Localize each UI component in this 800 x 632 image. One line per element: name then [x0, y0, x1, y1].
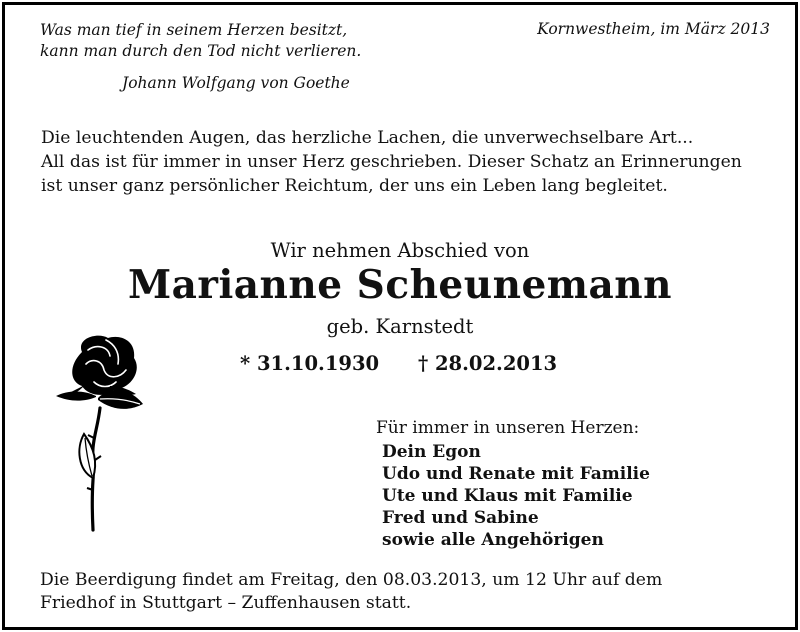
- mourners-list: [382, 441, 650, 551]
- quote-line-1: Was man tief in seinem Herzen besitzt,: [40, 21, 348, 39]
- memory-line-2: All das ist für immer in unser Herz geschrieben. Dieser Schatz an Erinnerungen: [41, 152, 742, 172]
- funeral-line-1: Die Beerdigung findet am Freitag, den 08.03.2013, um 12 Uhr auf dem: [40, 570, 663, 590]
- birth-name: geb. Karnstedt: [326, 315, 474, 338]
- goethe-quote: [40, 20, 361, 62]
- place-and-date: Kornwestheim, im März 2013: [537, 20, 770, 38]
- mourners-heading: Für immer in unseren Herzen:: [376, 418, 640, 438]
- memory-line-3: ist unser ganz persönlicher Reichtum, der uns ein Leben lang begleitet.: [41, 176, 668, 196]
- quote-line-2: kann man durch den Tod nicht verlieren.: [40, 42, 362, 60]
- mourner-item: Udo und Renate mit Familie: [382, 464, 650, 484]
- quote-author: Johann Wolfgang von Goethe: [122, 74, 350, 92]
- mourner-item: sowie alle Angehörigen: [382, 530, 604, 550]
- birth-date: * 31.10.1930: [240, 352, 380, 375]
- rose-icon: [48, 330, 148, 535]
- farewell-announcement: Wir nehmen Abschied von: [270, 239, 530, 262]
- deceased-name: Marianne Scheunemann: [127, 262, 673, 308]
- death-date: † 28.02.2013: [418, 352, 558, 375]
- funeral-line-2: Friedhof in Stuttgart – Zuffenhausen statt.: [40, 593, 412, 613]
- mourner-item: Ute und Klaus mit Familie: [382, 486, 633, 506]
- mourner-item: Dein Egon: [382, 442, 481, 462]
- funeral-info: [40, 569, 662, 615]
- mourner-item: Fred und Sabine: [382, 508, 539, 528]
- memory-line-1: Die leuchtenden Augen, das herzliche Lachen, die unverwechselbare Art...: [41, 128, 694, 148]
- memory-paragraph: [41, 126, 742, 198]
